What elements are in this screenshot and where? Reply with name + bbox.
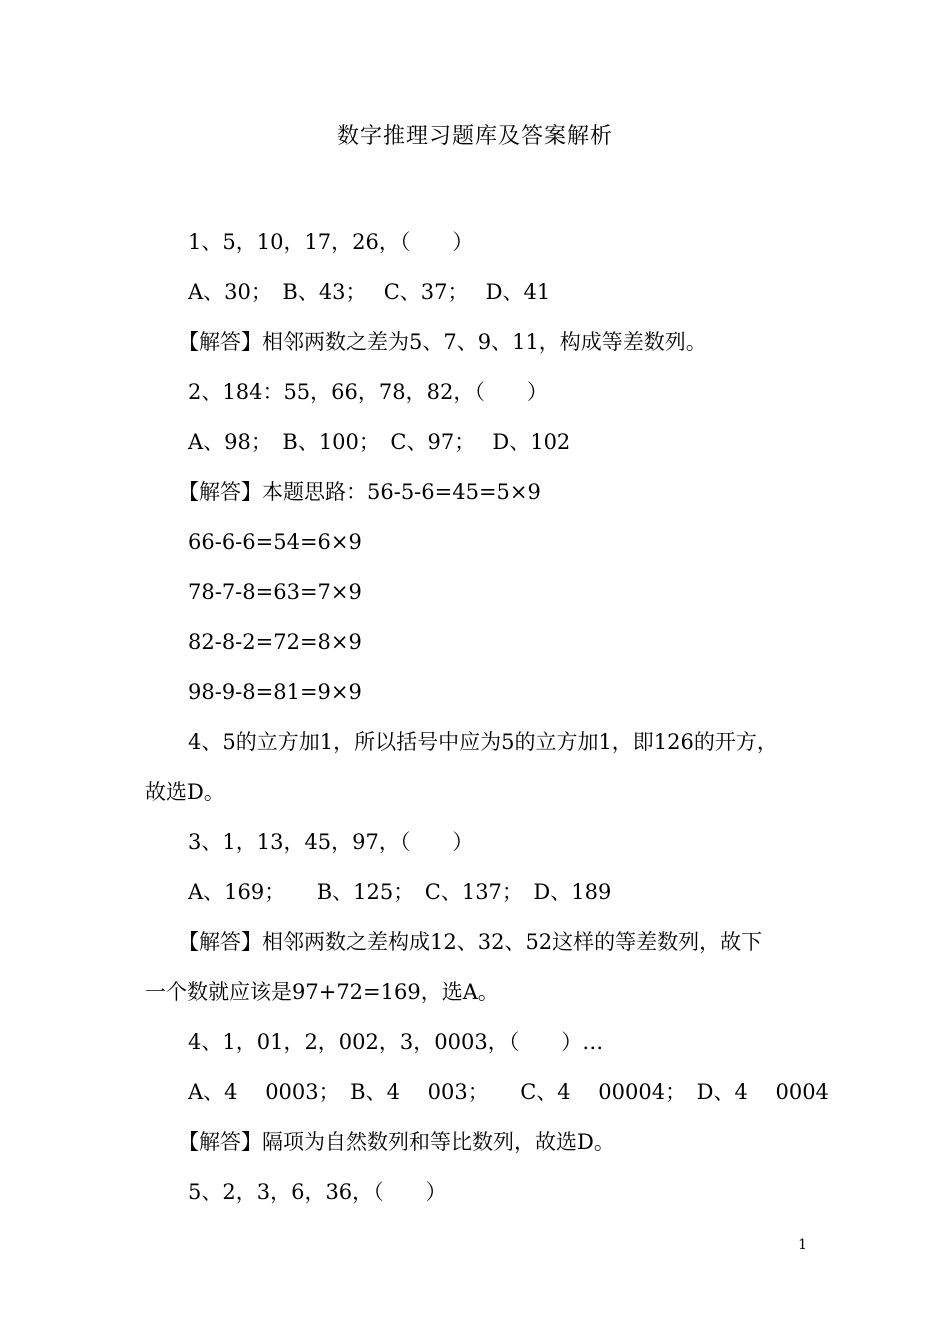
text-line: A、4 0003； B、4 003； C、4 00004； D、4 0004 xyxy=(188,1080,829,1104)
text-line: 5、2，3，6，36，（ ） xyxy=(188,1180,447,1204)
text-line: 2、184：55，66，78，82，（ ） xyxy=(188,380,548,404)
text-line: 1、5，10，17，26，（ ） xyxy=(188,230,474,254)
text-line: A、98； B、100； C、97； D、102 xyxy=(188,430,571,454)
text-line: A、30； B、43； C、37； D、41 xyxy=(188,280,551,304)
text-line: 4、5的立方加1，所以括号中应为5的立方加1，即126的开方， xyxy=(188,730,778,754)
text-line: 一个数就应该是97+72=169，选A。 xyxy=(145,980,499,1004)
text-line: 82-8-2=72=8×9 xyxy=(188,630,362,654)
text-line: 98-9-8=81=9×9 xyxy=(188,680,362,704)
answer-line: 【解答】相邻两数之差为5、7、9、11，构成等差数列。 xyxy=(178,330,707,354)
answer-line: 【解答】本题思路：56-5-6=45=5×9 xyxy=(178,480,541,504)
page-number: 1 xyxy=(798,1237,807,1253)
answer-line: 【解答】隔项为自然数列和等比数列，故选D。 xyxy=(178,1130,615,1154)
text-line: 3、1，13，45，97，（ ） xyxy=(188,830,474,854)
text-line: 78-7-8=63=7×9 xyxy=(188,580,362,604)
document-title: 数字推理习题库及答案解析 xyxy=(336,124,613,149)
text-line: 66-6-6=54=6×9 xyxy=(188,530,362,554)
text-line: 故选D。 xyxy=(145,780,225,804)
answer-line: 【解答】相邻两数之差构成12、32、52这样的等差数列，故下 xyxy=(178,930,763,954)
document-body xyxy=(145,217,829,1217)
text-line: A、169； B、125； C、137； D、189 xyxy=(188,880,612,904)
text-line: 4、1，01，2，002，3，0003，（ ）… xyxy=(188,1030,604,1054)
